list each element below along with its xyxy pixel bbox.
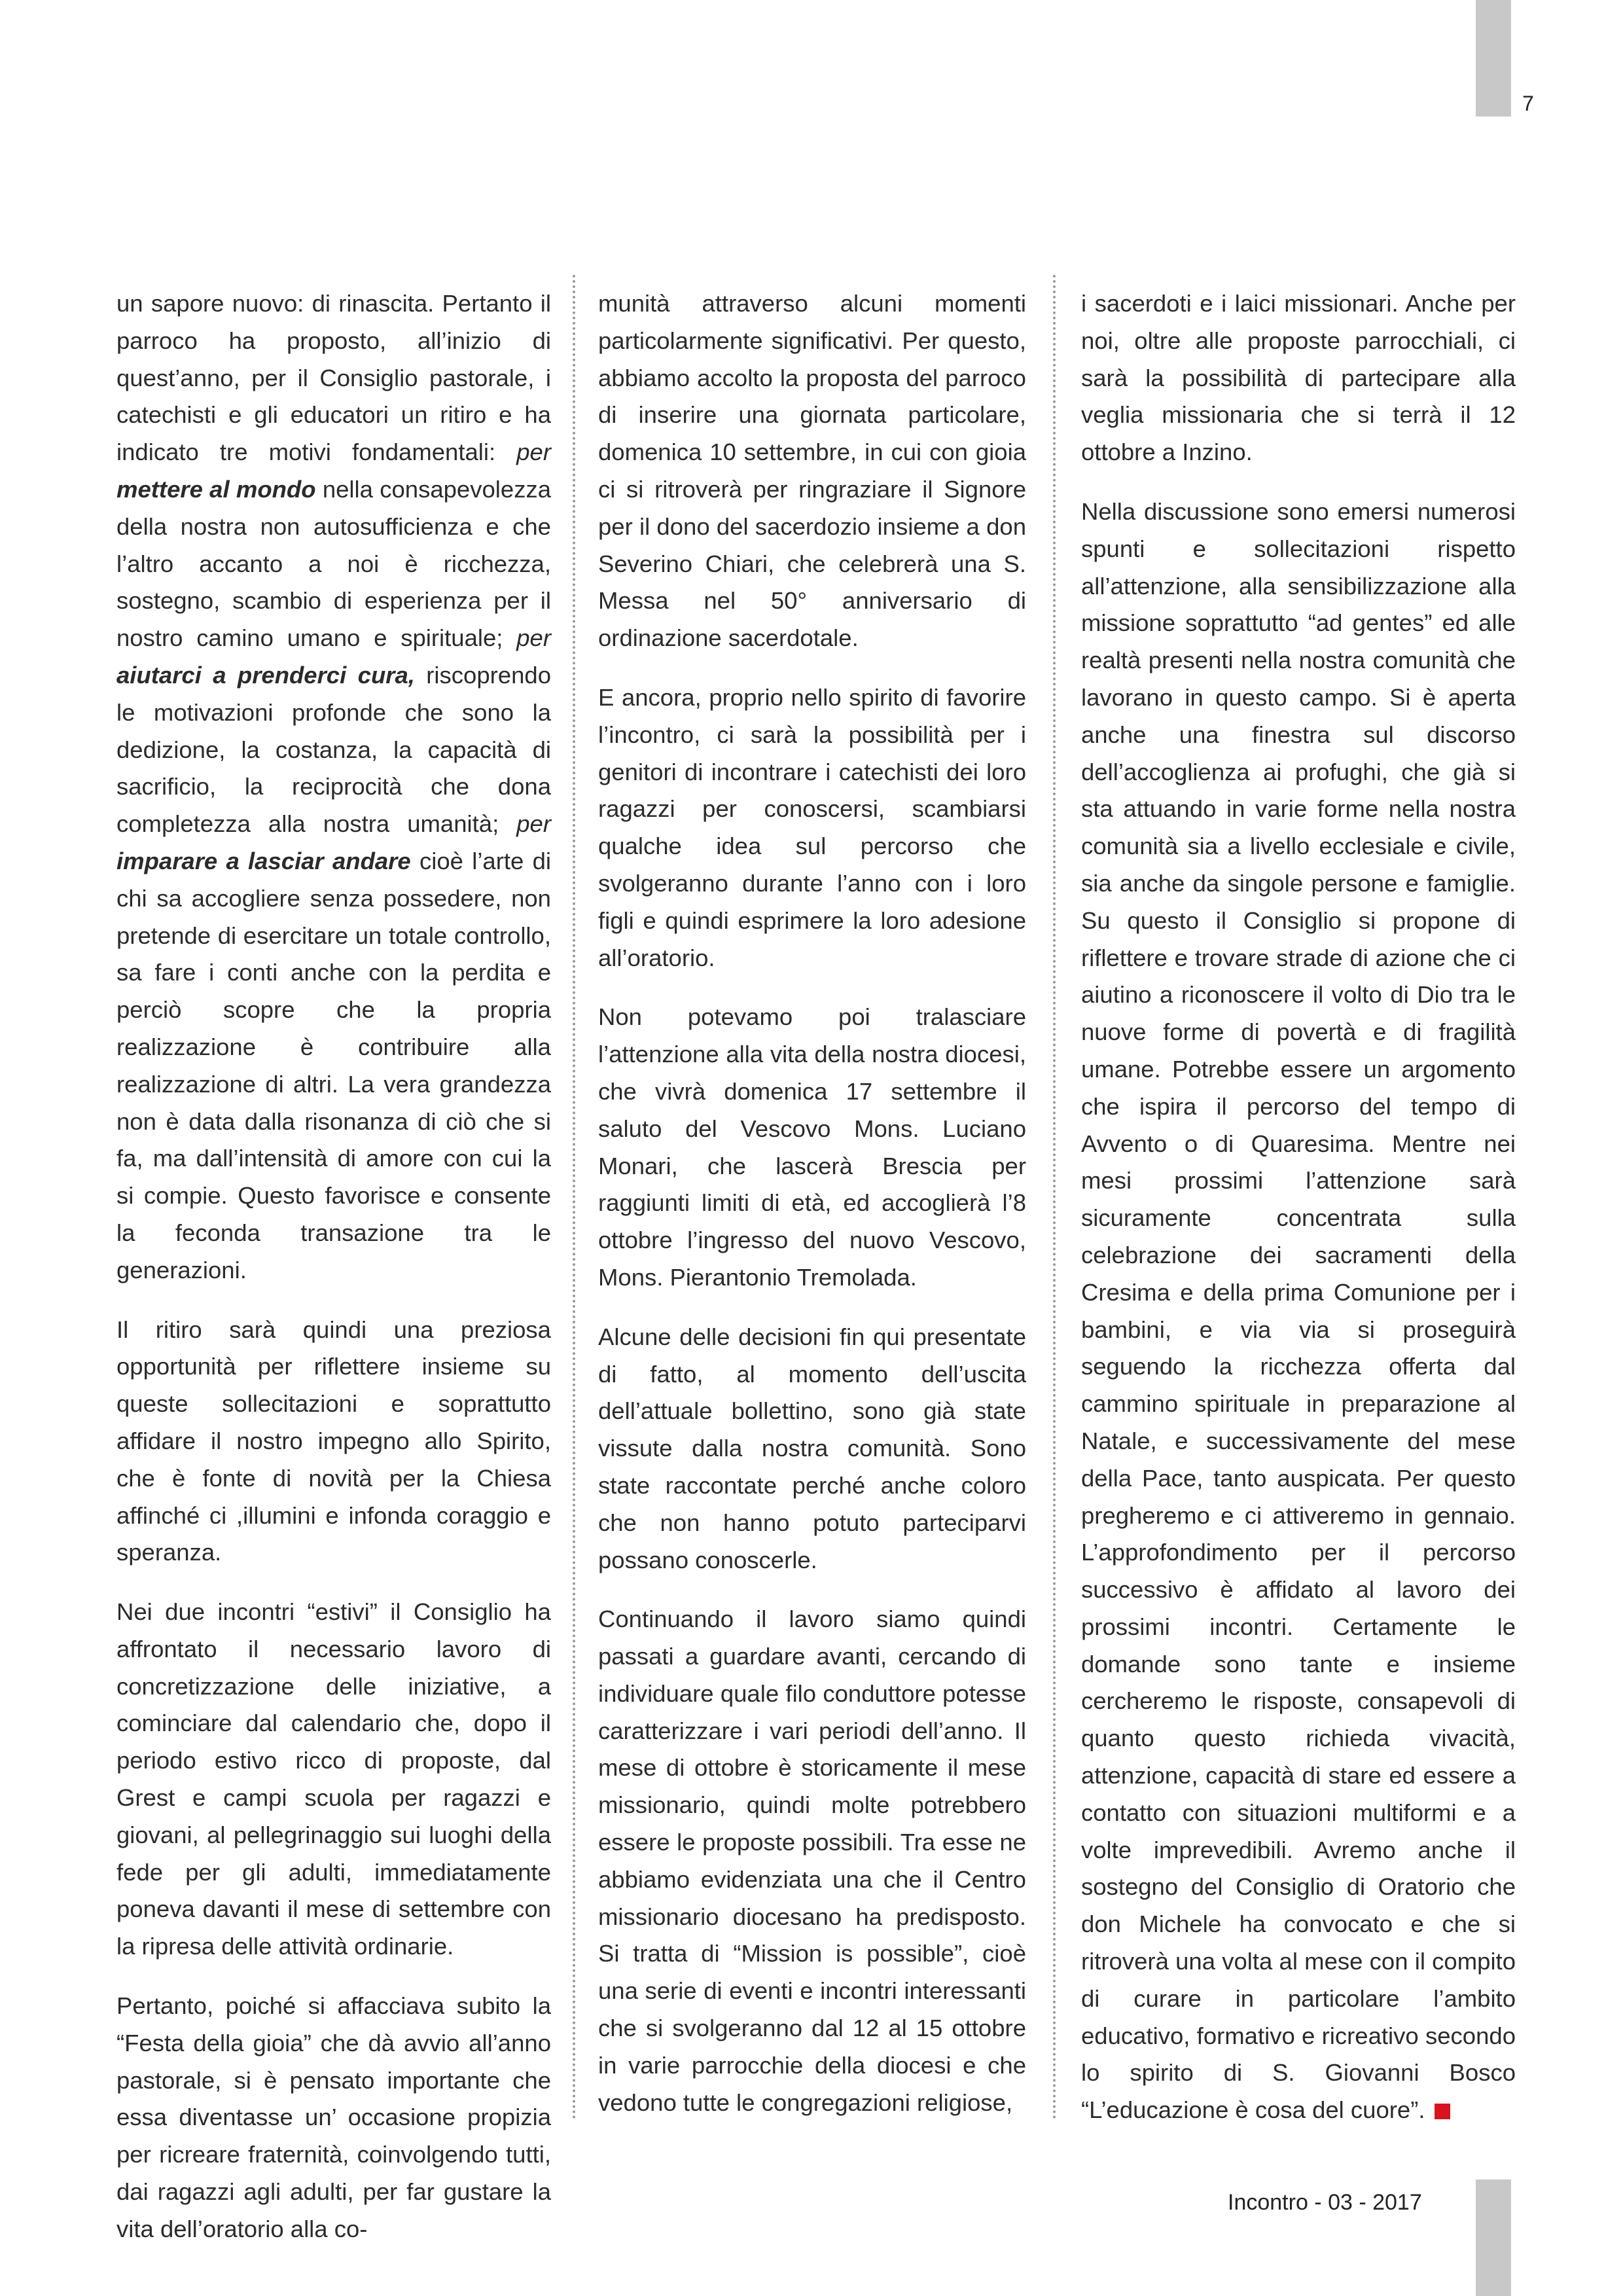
end-of-article-square-icon: [1435, 2104, 1450, 2119]
text-run: nella consapevolezza della nostra non autosufficienza e che l’altro accanto a noi è ricchezza, sostegno, scambio di esperienza per il nostro camino umano e spirituale;: [116, 475, 551, 652]
paragraph-10: i sacerdoti e i laici missionari. Anche per noi, oltre alle proposte parrocchiali, ci sarà la possibilità di partecipare alla veglia missionaria che si terrà il 12 ottobre a Inzino.: [1081, 290, 1516, 466]
paragraph-11: [1081, 493, 1516, 2129]
emphasis-lasciar-andare: imparare a lasciar andare: [116, 847, 411, 874]
paragraph-9: Continuando il lavoro siamo quindi passati a guardare avanti, cercando di individuare quale filo conduttore potesse caratterizzare i vari periodi dell’anno. Il mese di ottobre è storicamente il mese missionario, quindi molte potrebbero essere le proposte possibili. Tra esse ne abbiamo evidenziata una che il Centro missionario diocesano ha predisposto. Si tratta di “Mission is possible”, cioè una serie di eventi e incontri interessanti che si svolgeranno dal 12 al 15 ottobre in varie parrocchie della diocesi e che vedono tutte le congregazioni religiose,: [598, 1605, 1026, 2116]
top-page-tab: [1476, 0, 1511, 117]
page-number: 7: [1522, 92, 1534, 115]
column-separator-1: [573, 275, 575, 2121]
paragraph-8: Alcune delle decisioni fin qui presentate di fatto, al momento dell’uscita dell’attuale bollettino, sono già state vissute dalla nostra comunità. Sono state raccontate perché anche coloro che non hanno potuto parteciparvi possano conoscerle.: [598, 1323, 1026, 1573]
emphasis-mettere-al-mondo: mettere al mondo: [116, 475, 316, 503]
text-run: Nella discussione sono emersi numerosi spunti e sollecitazioni rispetto all’attenzione, alla sensibilizzazione alla missione soprattutto “ad gentes” ed alle realtà presenti nella nostra comunità che lavorano in questo campo. Si è aperta anche una finestra sul discorso dell’accoglienza ai profughi, che già si sta attuando in varie forme nella nostra comunità sia a livello ecclesiale e civile, sia anche da singole persone e famiglie. Su questo il Consiglio si propone di riflettere e trovare strade di azione che ci aiutino a riconoscere il volto di Dio tra le nuove forme di povertà e di fragilità umane. Potrebbe essere un argomento che ispira il percorso del tempo di Avvento o di Quaresima. Mentre nei mesi prossimi l’attenzione sarà sicuramente concentrata sulla celebrazione dei sacramenti della Cresima e della prima Comunione per i bambini, e via via si proseguirà seguendo la ricchezza offerta dal cammino spirituale in preparazione al Natale, e successivamente del mese della Pace, tanto auspicata. Per questo pregheremo e ci attiveremo in gennaio. L’approfondimento per il percorso successivo è affidato al lavoro dei prossimi incontri. Certamente le domande sono tante e insieme cercheremo le risposte, consapevoli di quanto questo richieda vivacità, attenzione, capacità di stare ed essere a contatto con situazioni multiformi e a volte imprevedibili. Avremo anche il sostegno del Consiglio di Oratorio che don Michele ha convocato e che si ritroverà una volta al mese con il compito di curare in particolare l’ambito educativo, formativo e ricreativo secondo lo spirito di S. Giovanni Bosco “L’educazione è cosa del cuore”.: [1081, 497, 1516, 2124]
article-column-3: [1081, 285, 1516, 2151]
column-separator-2: [1053, 275, 1056, 2121]
article-column-1: [116, 285, 551, 2270]
italic-run: per: [516, 439, 551, 466]
text-run: cioè l’arte di chi sa accogliere senza possedere, non pretende di esercitare un totale controllo, sa fare i conti anche con la perdita e perciò scopre che la propria realizzazione è contribuire alla realizzazione di altri. La vera grandezza non è data dalla risonanza di ciò che si fa, ma dall’intensità di amore con cui la si compie. Questo favorisce e consente la feconda transazione tra le generazioni.: [116, 847, 551, 1283]
text-run: riscoprendo le motivazioni profonde che sono la dedizione, la costanza, la capacità di sacrificio, la reciprocità che dona completezza alla nostra umanità;: [116, 661, 551, 838]
paragraph-5: munità attraverso alcuni momenti particolarmente significativi. Per questo, abbiamo accolto la proposta del parroco di inserire una giornata particolare, domenica 10 settembre, in cui con gioia ci si ritroverà per ringraziare il Signore per il dono del sacerdozio insieme a don Severino Chiari, che celebrerà una S. Messa nel 50° anniversario di ordinazione sacerdotale.: [598, 290, 1026, 652]
italic-run: per: [516, 810, 551, 838]
article-column-2: [598, 285, 1026, 2144]
paragraph-1: [116, 285, 551, 1289]
paragraph-7: Non potevamo poi tralasciare l’attenzione alla vita della nostra diocesi, che vivrà domenica 17 settembre il saluto del Vescovo Mons. Luciano Monari, che lascerà Brescia per raggiunti limiti di età, ed accoglierà l’8 ottobre l’ingresso del nuovo Vescovo, Mons. Pierantonio Tremolada.: [598, 1003, 1026, 1291]
paragraph-2: Il ritiro sarà quindi una preziosa opportunità per riflettere insieme su queste sollecitazioni e soprattutto affidare il nostro impegno allo Spirito, che è fonte di novità per la Chiesa affinché ci ,illumini e infonda coraggio e speranza.: [116, 1316, 551, 1566]
paragraph-4: Pertanto, poiché si affacciava subito la “Festa della gioia” che dà avvio all’anno pastorale, si è pensato importante che essa diventasse un’ occasione propizia per ricreare fraternità, coinvolgendo tutti, dai ragazzi agli adulti, per far gustare la vita dell’oratorio alla co-: [116, 1992, 551, 2242]
paragraph-3: Nei due incontri “estivi” il Consiglio ha affrontato il necessario lavoro di concretizzazione delle iniziative, a cominciare dal calendario che, dopo il periodo estivo ricco di proposte, dal Grest e campi scuola per ragazzi e giovani, al pellegrinaggio sui luoghi della fede per gli adulti, immediatamente poneva davanti il mese di settembre con la ripresa delle attività ordinarie.: [116, 1598, 551, 1960]
bottom-page-tab: [1476, 2179, 1511, 2296]
footer-issue-label: Incontro - 03 - 2017: [1228, 2190, 1422, 2215]
paragraph-6: E ancora, proprio nello spirito di favorire l’incontro, ci sarà la possibilità per i genitori di incontrare i catechisti dei loro ragazzi per conoscersi, scambiarsi qualche idea sul percorso che svolgeranno durante l’anno con i loro figli e quindi esprimere la loro adesione all’oratorio.: [598, 683, 1026, 971]
emphasis-aiutarci: aiutarci a prenderci cura,: [116, 661, 415, 689]
italic-run: per: [516, 624, 551, 652]
text-run: un sapore nuovo: di rinascita. Pertanto il parroco ha proposto, all’inizio di quest’anno, per il Consiglio pastorale, i catechisti e gli educatori un ritiro e ha indicato tre motivi fondamentali:: [116, 290, 551, 466]
